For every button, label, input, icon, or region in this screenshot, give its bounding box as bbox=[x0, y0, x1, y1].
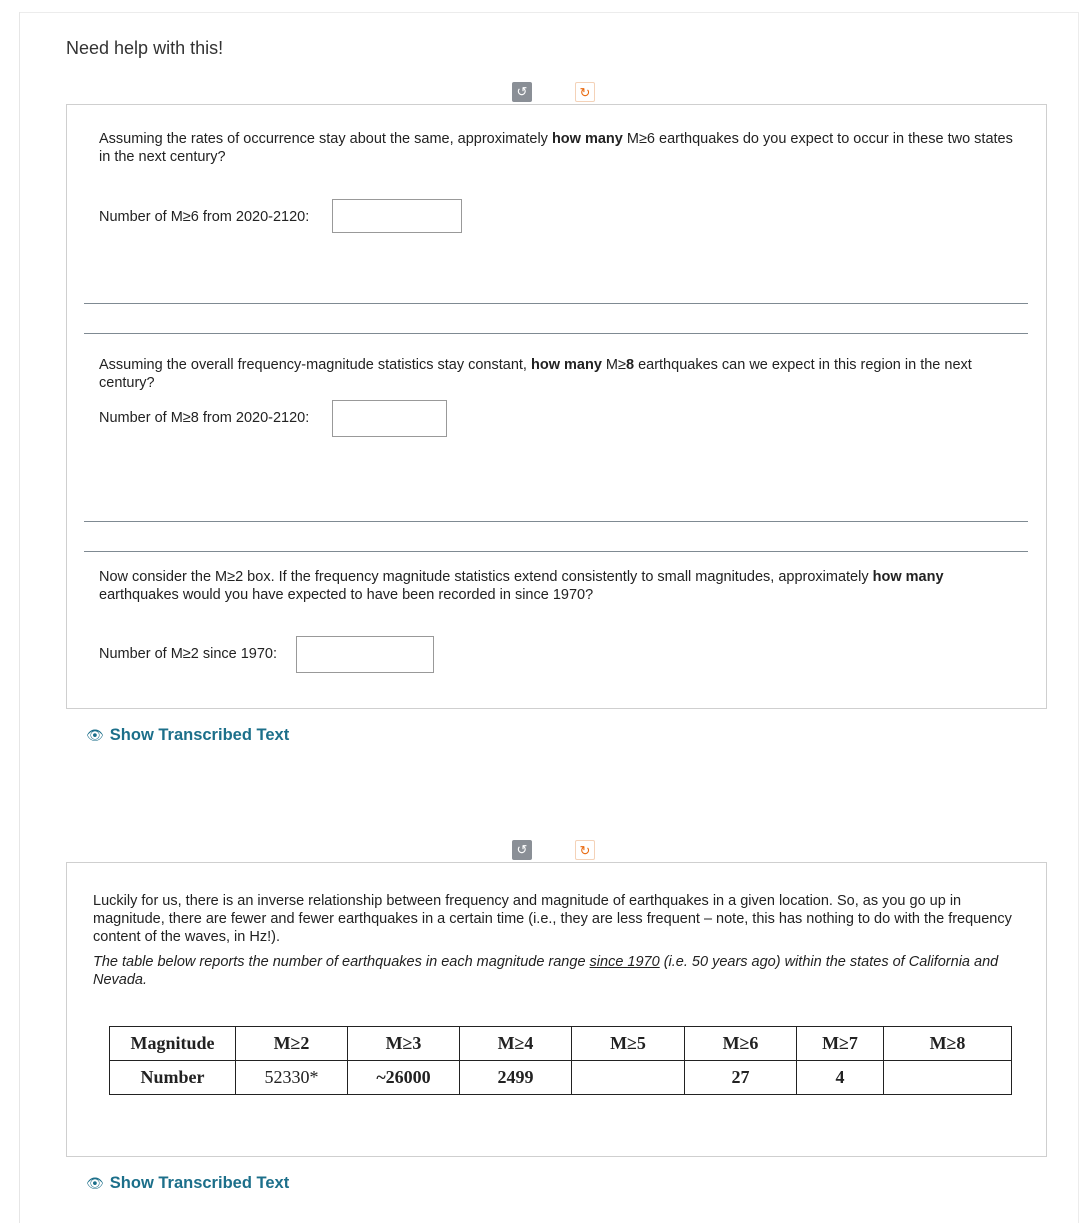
divider bbox=[84, 521, 1028, 522]
show-transcribed-text-link[interactable]: 👁 Show Transcribed Text bbox=[86, 1174, 290, 1192]
value-cell: 4 bbox=[797, 1061, 884, 1095]
table-intro: The table below reports the number of earthquakes in each magnitude range since 1970 (i.e. 50 years ago) within the states of California and Nevada. bbox=[93, 954, 999, 988]
header-cell: M≥2 bbox=[236, 1027, 348, 1061]
info-card bbox=[66, 862, 1047, 1157]
divider bbox=[84, 333, 1028, 334]
value-cell: 2499 bbox=[460, 1061, 572, 1095]
header-cell: M≥7 bbox=[797, 1027, 884, 1061]
m8-count-input[interactable] bbox=[332, 400, 447, 437]
left-border bbox=[19, 12, 20, 1223]
page-title: Need help with this! bbox=[66, 38, 224, 58]
question-card bbox=[66, 104, 1047, 709]
since-1970-link: since 1970 bbox=[589, 954, 660, 970]
value-cell: 52330* bbox=[236, 1061, 348, 1095]
redo-icon[interactable]: ↻ bbox=[575, 82, 595, 102]
undo-icon[interactable]: ↺ bbox=[512, 82, 532, 102]
header-cell: M≥8 bbox=[884, 1027, 1012, 1061]
show-transcribed-text-link[interactable]: 👁 Show Transcribed Text bbox=[86, 726, 290, 744]
header-cell: M≥5 bbox=[572, 1027, 685, 1061]
redo-icon[interactable]: ↻ bbox=[575, 840, 595, 860]
info-paragraph: Luckily for us, there is an inverse relationship between frequency and magnitude of earthquakes in a given location. So, as you go up in magnitude, there are fewer and fewer earthquakes in a certain time (i.e., they are less frequent – note, this has nothing to do with the frequency content of the waves, in Hz!). bbox=[93, 893, 1012, 945]
value-cell bbox=[572, 1061, 685, 1095]
eye-icon: 👁 bbox=[86, 1175, 104, 1191]
question-3-text: Now consider the M≥2 box. If the frequency magnitude statistics extend consistently to small magnitudes, approximately how many earthquakes would you have expected to have been recorded in since 1970? bbox=[99, 569, 944, 603]
value-cell: ~26000 bbox=[348, 1061, 460, 1095]
question-2-label: Number of M≥8 from 2020-2120: bbox=[99, 410, 310, 426]
header-cell: M≥6 bbox=[685, 1027, 797, 1061]
divider bbox=[84, 303, 1028, 304]
row-label-cell: Number bbox=[110, 1061, 236, 1095]
table-header-row bbox=[110, 1027, 1012, 1061]
value-cell bbox=[884, 1061, 1012, 1095]
question-2-text: Assuming the overall frequency-magnitude statistics stay constant, how many M≥8 earthquakes can we expect in this region in the next century? bbox=[99, 357, 972, 391]
header-cell: Magnitude bbox=[110, 1027, 236, 1061]
header-cell: M≥4 bbox=[460, 1027, 572, 1061]
question-1-label: Number of M≥6 from 2020-2120: bbox=[99, 209, 310, 225]
table-row bbox=[110, 1061, 1012, 1095]
m6-count-input[interactable] bbox=[332, 199, 462, 233]
eye-icon: 👁 bbox=[86, 727, 104, 743]
question-1-text: Assuming the rates of occurrence stay about the same, approximately how many M≥6 earthquakes do you expect to occur in these two states in the next century? bbox=[99, 131, 1013, 165]
question-3-label: Number of M≥2 since 1970: bbox=[99, 646, 278, 662]
header-cell: M≥3 bbox=[348, 1027, 460, 1061]
m2-count-input[interactable] bbox=[296, 636, 434, 673]
magnitude-table bbox=[109, 1026, 1012, 1095]
divider bbox=[84, 551, 1028, 552]
undo-icon[interactable]: ↺ bbox=[512, 840, 532, 860]
value-cell: 27 bbox=[685, 1061, 797, 1095]
top-divider bbox=[20, 12, 1079, 13]
